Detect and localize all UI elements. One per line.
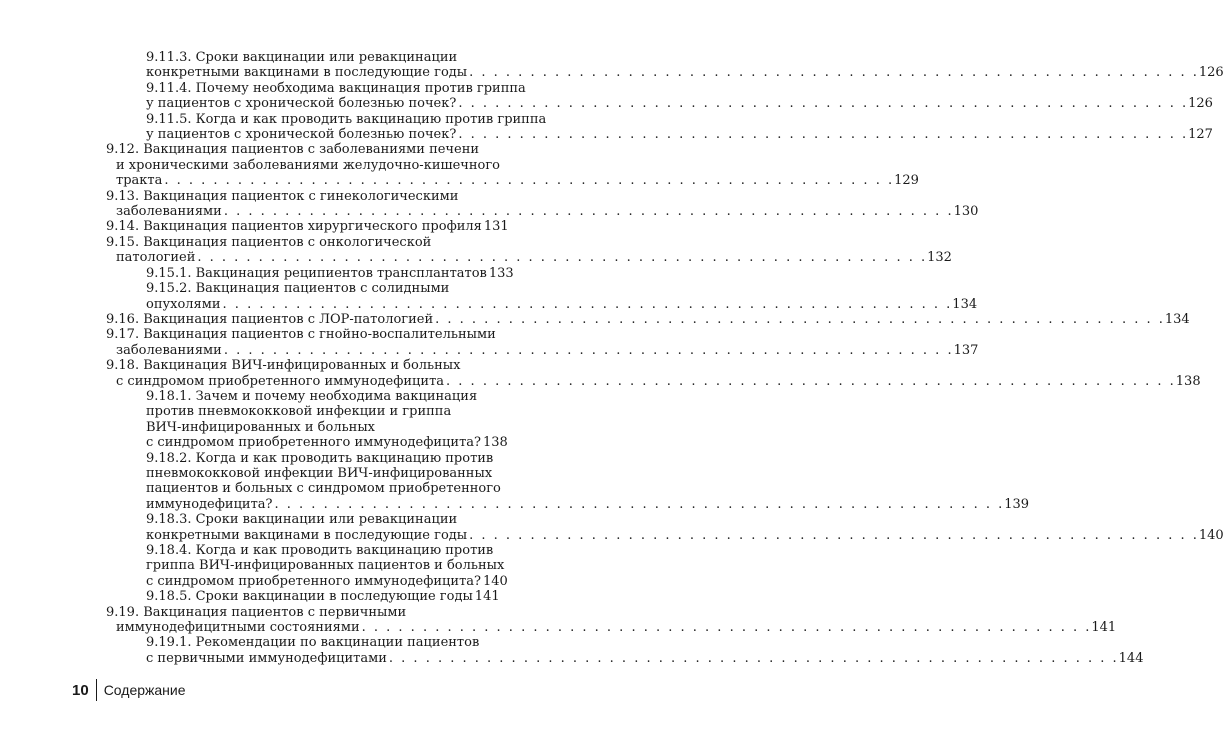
toc-entry-text: конкретными вакцинами в последующие годы bbox=[146, 527, 468, 543]
footer-divider bbox=[96, 679, 97, 701]
toc-entry-text: 9.18.1. Зачем и почему необходима вакцинация bbox=[146, 388, 478, 404]
toc-entry[interactable] bbox=[0, 219, 600, 234]
toc-entry-last-line bbox=[116, 373, 1201, 389]
toc-entry-text: 9.15.2. Вакцинация пациентов с солидными bbox=[146, 281, 450, 297]
toc-entry[interactable] bbox=[0, 188, 979, 220]
toc-entry-text: 9.15. Вакцинация пациентов с онкологической bbox=[106, 234, 432, 250]
toc-entry[interactable] bbox=[0, 281, 978, 312]
toc-page-number: 140 bbox=[1198, 527, 1224, 543]
dot-leader: . . . . . . . . . . . . . . . . . . . . . . . . . . . . . . . . . . . . . . . . . . . . . . . . . . . . . . . . . . . . bbox=[435, 311, 1165, 327]
toc-entry-text: у пациентов с хронической болезнью почек? bbox=[146, 127, 457, 143]
toc-entry-last-line bbox=[116, 204, 979, 220]
toc-entry-text: 9.14. Вакцинация пациентов хирургического профиля bbox=[106, 219, 482, 235]
toc-entry[interactable] bbox=[0, 589, 600, 604]
toc-page-number: 144 bbox=[1118, 650, 1144, 666]
toc-entry[interactable] bbox=[0, 604, 1117, 636]
dot-leader: . . . . . . . . . . . . . . . . . . . . . . . . . . . . . . . . . . . . . . . . . . . . . . . . . . . . . . . . . . . . bbox=[458, 96, 1189, 112]
toc-entry-last-line bbox=[146, 65, 1224, 81]
toc-entry[interactable] bbox=[0, 450, 1030, 513]
dot-leader: . . . . . . . . . . . . . . . . . . . . . . . . . . . . . . . . . . . . . . . . . . . . . . . . . . . . . . . . . . . . bbox=[388, 650, 1119, 666]
toc-entry[interactable] bbox=[0, 142, 919, 189]
toc-entry[interactable] bbox=[0, 389, 600, 451]
toc-entry-text: 9.11.3. Сроки вакцинации или ревакцинации bbox=[146, 50, 458, 65]
table-of-contents bbox=[0, 50, 1224, 666]
toc-entry-text: против пневмококковой инфекции и гриппа bbox=[146, 404, 452, 420]
toc-page-number: 141 bbox=[474, 589, 500, 605]
toc-entry-text: 9.18.4. Когда и как проводить вакцинацию против bbox=[146, 543, 494, 558]
toc-entry-last-line bbox=[146, 496, 1030, 512]
toc-entry-last-line bbox=[146, 296, 978, 312]
toc-entry[interactable] bbox=[0, 80, 1213, 112]
toc-entry-text: с синдромом приобретенного иммунодефицита? bbox=[146, 435, 481, 451]
page-number: 10 bbox=[72, 681, 89, 699]
toc-entry-last-line bbox=[146, 435, 508, 451]
toc-page-number: 133 bbox=[488, 265, 514, 281]
toc-entry-last-line bbox=[116, 342, 979, 358]
toc-entry-text: 9.18. Вакцинация ВИЧ-инфицированных и больных bbox=[106, 358, 461, 374]
toc-entry-last-line bbox=[106, 219, 509, 235]
dot-leader: . . . . . . . . . . . . . . . . . . . . . . . . . . . . . . . . . . . . . . . . . . . . . . . . . . . . . . . . . . . . bbox=[446, 373, 1176, 389]
toc-page-number: 132 bbox=[927, 250, 952, 266]
toc-page-number: 134 bbox=[952, 296, 978, 312]
toc-entry-last-line bbox=[106, 311, 1190, 327]
toc-entry-text: ВИЧ-инфицированных и больных bbox=[146, 419, 376, 435]
toc-entry-text: 9.18.2. Когда и как проводить вакцинацию против bbox=[146, 450, 494, 466]
toc-entry-text: пациентов и больных с синдромом приобретенного bbox=[146, 481, 501, 497]
toc-entry-text: 9.11.4. Почему необходима вакцинация против гриппа bbox=[146, 80, 526, 96]
toc-entry-text: 9.12. Вакцинация пациентов с заболеваниями печени bbox=[106, 142, 480, 158]
toc-page-number: 137 bbox=[953, 342, 979, 358]
toc-page-number: 127 bbox=[1188, 127, 1213, 143]
toc-page-number: 134 bbox=[1164, 311, 1190, 327]
toc-entry-last-line bbox=[146, 527, 1224, 543]
toc-page-number: 141 bbox=[1091, 620, 1117, 636]
toc-entry-text: гриппа ВИЧ-инфицированных пациентов и больных bbox=[146, 558, 505, 574]
toc-page-number: 129 bbox=[894, 173, 919, 189]
dot-leader: . . . . . . . . . . . . . . . . . . . . . . . . . . . . . . . . . . . . . . . . . . . . . . . . . . . . . . . . . . . . bbox=[223, 204, 954, 220]
toc-entry[interactable] bbox=[0, 358, 1201, 389]
toc-entry-text: 9.18.5. Сроки вакцинации в последующие годы bbox=[146, 589, 473, 605]
toc-entry-text: конкретными вакцинами в последующие годы bbox=[146, 65, 468, 81]
dot-leader: . . . . . . . . . . . . . . . . . . . . . . . . . . . . . . . . . . . . . . . . . . . . . . . . . . . . . . . . . . . . bbox=[458, 127, 1189, 143]
toc-entry-text: с первичными иммунодефицитами bbox=[146, 650, 387, 666]
toc-entry-last-line bbox=[146, 589, 500, 605]
toc-entry[interactable] bbox=[0, 327, 979, 358]
toc-entry[interactable] bbox=[0, 512, 1224, 543]
toc-entry-text: 9.19. Вакцинация пациентов с первичными bbox=[106, 604, 407, 620]
toc-page-number: 138 bbox=[483, 435, 508, 451]
dot-leader: . . . . . . . . . . . . . . . . . . . . . . . . . . . . . . . . . . . . . . . . . . . . . . . . . . . . . . . . . . . . bbox=[361, 620, 1092, 636]
toc-entry[interactable] bbox=[0, 266, 600, 281]
toc-entry-text: иммунодефицитными состояниями bbox=[116, 620, 360, 636]
toc-entry-text: заболеваниями bbox=[116, 204, 222, 220]
toc-page-number: 138 bbox=[1175, 373, 1201, 389]
toc-entry-last-line bbox=[146, 265, 514, 281]
toc-entry-text: опухолями bbox=[146, 296, 221, 312]
toc-entry-text: тракта bbox=[116, 173, 163, 189]
toc-entry-text: 9.11.5. Когда и как проводить вакцинацию против гриппа bbox=[146, 111, 547, 127]
dot-leader: . . . . . . . . . . . . . . . . . . . . . . . . . . . . . . . . . . . . . . . . . . . . . . . . . . . . . . . . . . . . bbox=[164, 173, 895, 189]
toc-entry-text: 9.13. Вакцинация пациенток с гинекологическими bbox=[106, 188, 459, 204]
dot-leader: . . . . . . . . . . . . . . . . . . . . . . . . . . . . . . . . . . . . . . . . . . . . . . . . . . . . . . . . . . . . bbox=[222, 296, 953, 312]
running-section-title: Содержание bbox=[103, 682, 186, 698]
toc-page-number: 140 bbox=[483, 573, 508, 589]
toc-entry-last-line bbox=[146, 573, 508, 589]
toc-entry[interactable] bbox=[0, 50, 1224, 81]
toc-entry-text: 9.18.3. Сроки вакцинации или ревакцинации bbox=[146, 512, 458, 528]
toc-entry-last-line bbox=[116, 173, 919, 189]
toc-page-number: 139 bbox=[1004, 496, 1030, 512]
toc-entry-text: с синдромом приобретенного иммунодефицита? bbox=[146, 573, 481, 589]
toc-entry-text: с синдромом приобретенного иммунодефицита bbox=[116, 373, 445, 389]
dot-leader: . . . . . . . . . . . . . . . . . . . . . . . . . . . . . . . . . . . . . . . . . . . . . . . . . . . . . . . . . . . . bbox=[223, 342, 954, 358]
toc-entry[interactable] bbox=[0, 234, 952, 266]
toc-entry-text: у пациентов с хронической болезнью почек? bbox=[146, 96, 457, 112]
toc-entry-text: 9.16. Вакцинация пациентов с ЛОР-патологией bbox=[106, 311, 434, 327]
toc-entry-text: 9.19.1. Рекомендации по вакцинации пациентов bbox=[146, 635, 480, 651]
dot-leader: . . . . . . . . . . . . . . . . . . . . . . . . . . . . . . . . . . . . . . . . . . . . . . . . . . . . . . . . . . . . bbox=[197, 250, 928, 266]
toc-entry-text: патологией bbox=[116, 250, 196, 266]
dot-leader: . . . . . . . . . . . . . . . . . . . . . . . . . . . . . . . . . . . . . . . . . . . . . . . . . . . . . . . . . . . . bbox=[469, 65, 1199, 81]
toc-entry-last-line bbox=[146, 127, 1213, 143]
toc-entry[interactable] bbox=[0, 111, 1213, 143]
dot-leader: . . . . . . . . . . . . . . . . . . . . . . . . . . . . . . . . . . . . . . . . . . . . . . . . . . . . . . . . . . . . bbox=[274, 496, 1005, 512]
toc-entry-text: пневмококковой инфекции ВИЧ-инфицированных bbox=[146, 465, 493, 481]
toc-entry-text: иммунодефицита? bbox=[146, 496, 273, 512]
toc-entry-text: заболеваниями bbox=[116, 342, 222, 358]
toc-entry[interactable] bbox=[0, 311, 1190, 327]
toc-page-number: 126 bbox=[1188, 96, 1213, 112]
toc-entry-last-line bbox=[116, 250, 952, 266]
toc-entry-last-line bbox=[116, 620, 1117, 636]
dot-leader: . . . . . . . . . . . . . . . . . . . . . . . . . . . . . . . . . . . . . . . . . . . . . . . . . . . . . . . . . . . . bbox=[469, 527, 1199, 543]
toc-entry-text: 9.15.1. Вакцинация реципиентов трансплантатов bbox=[146, 265, 487, 281]
toc-page-number: 130 bbox=[953, 204, 979, 220]
toc-entry[interactable] bbox=[0, 543, 600, 589]
toc-entry-text: 9.17. Вакцинация пациентов с гнойно-воспалительными bbox=[106, 327, 496, 343]
toc-page-number: 131 bbox=[483, 219, 509, 235]
toc-entry[interactable] bbox=[0, 635, 1144, 666]
page-footer bbox=[72, 680, 186, 700]
toc-entry-last-line bbox=[146, 96, 1213, 112]
toc-entry-last-line bbox=[146, 650, 1144, 666]
toc-page-number: 126 bbox=[1198, 65, 1224, 81]
toc-entry-text: и хроническими заболеваниями желудочно-кишечного bbox=[116, 157, 500, 173]
